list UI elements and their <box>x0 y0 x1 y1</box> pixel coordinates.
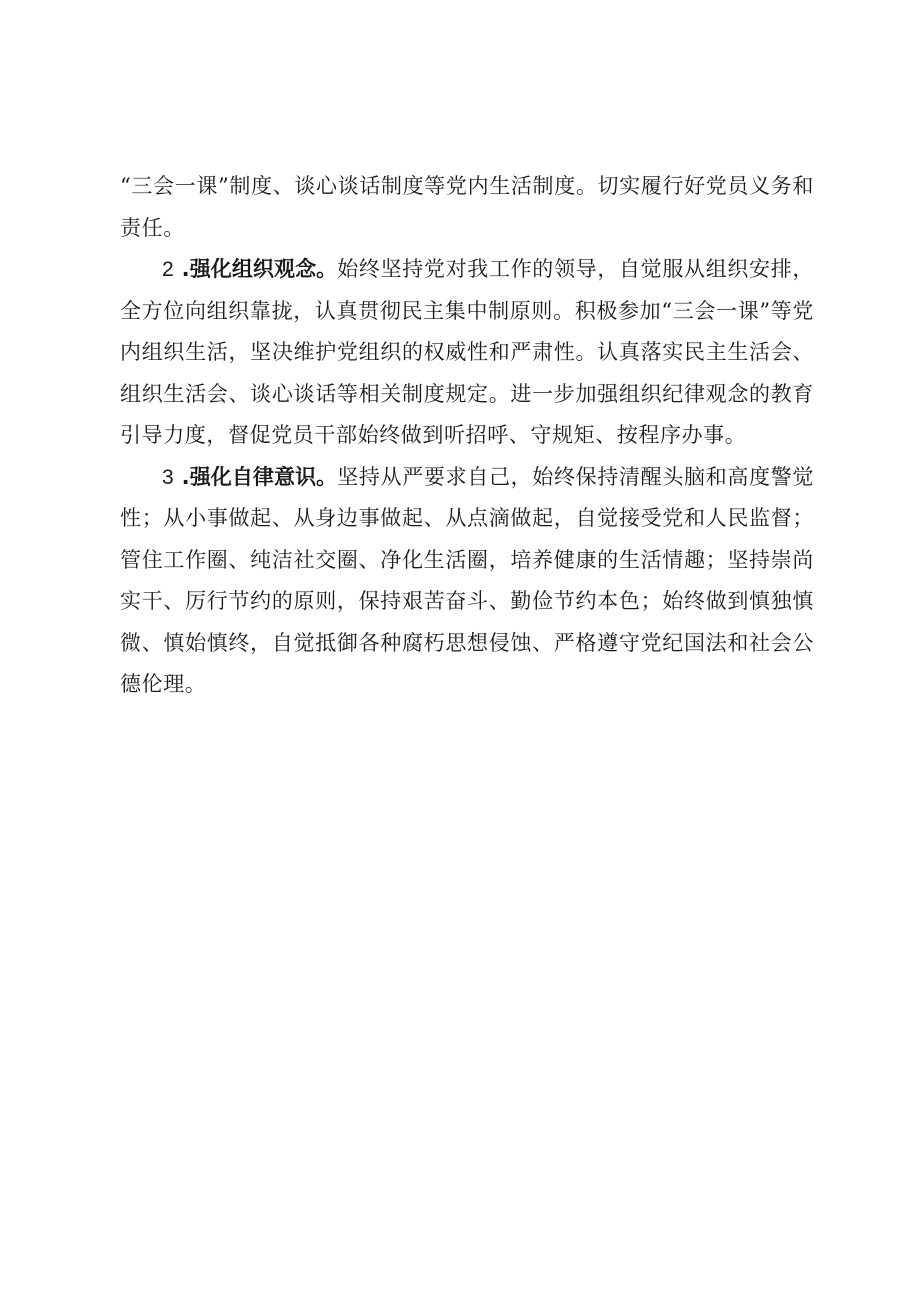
paragraph-text: 坚持从严要求自己，始终保持清醒头脑和高度警觉性；从小事做起、从身边事做起、从点滴做起，自觉接受党和人民监督；管住工作圈、纯洁社交圈、净化生活圈，培养健康的生活情趣；坚持崇尚实干、厉行节约的原则，保持艰苦奋斗、勤俭节约本色；始终做到慎独慎微、慎始慎终，自觉抵御各种腐朽思想侵蚀、严格遵守党纪国法和社会公德伦理。 <box>120 464 814 696</box>
paragraph-self-discipline <box>120 457 814 706</box>
paragraph-text: “三会一课”制度、谈心谈话制度等党内生活制度。切实履行好党员义务和责任。 <box>120 174 814 240</box>
paragraph-text: 始终坚持党对我工作的领导，自觉服从组织安排，全方位向组织靠拢，认真贯彻民主集中制原则。积极参加“三会一课”等党内组织生活，坚决维护党组织的权威性和严肃性。认真落实民主生活会、组织生活会、谈心谈话等相关制度规定。进一步加强组织纪律观念的教育引导力度，督促党员干部始终做到听招呼、守规矩、按程序办事。 <box>120 257 814 447</box>
section-number: 2 <box>162 258 175 281</box>
section-heading: .强化自律意识。 <box>181 464 338 489</box>
section-heading: .强化组织观念。 <box>181 257 338 281</box>
section-number: 3 <box>162 465 175 489</box>
paragraph-organization-concept <box>120 249 814 457</box>
paragraph-continuation <box>120 166 814 249</box>
document-body <box>120 166 814 706</box>
